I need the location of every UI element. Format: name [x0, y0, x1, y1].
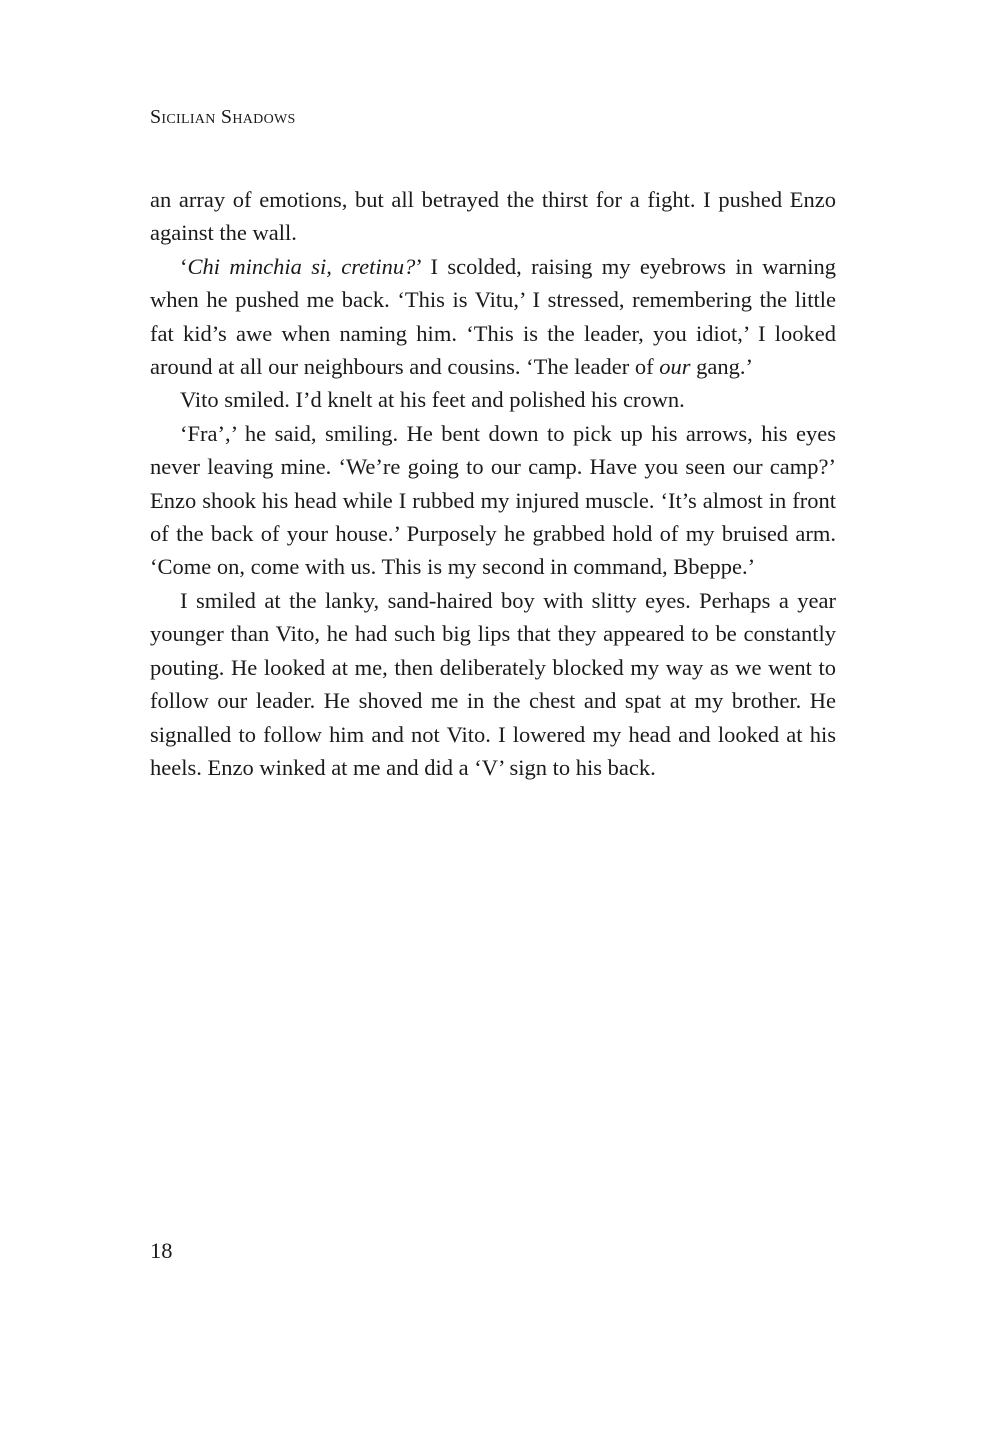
- paragraph: [150, 183, 836, 250]
- text-segment: ’ I scolded, raising my eyebrows in warning when he pushed me back. ‘This is Vitu,’ I stressed, remembering the little fat kid’s awe when naming him. ‘This is the leader, you idiot,’ I looked around at all our neighbours and cousins. ‘The leader of: [150, 253, 836, 380]
- text-segment: Vito smiled. I’d knelt at his feet and polished his crown.: [180, 387, 685, 413]
- text-segment: ‘: [180, 253, 188, 279]
- paragraph: [150, 584, 836, 784]
- running-head: Sicilian Shadows: [150, 106, 296, 128]
- text-segment: ‘Fra’,’ he said, smiling. He bent down to pick up his arrows, his eyes never leaving mine. ‘We’re going to our camp. Have you seen our camp?’ Enzo shook his head while I rubbed my injured muscle. ‘It’s almost in front of the back of your house.’ Purposely he grabbed hold of my bruised arm. ‘Come on, come with us. This is my second in command, Bbeppe.’: [150, 420, 836, 580]
- text-segment: I smiled at the lanky, sand-haired boy with slitty eyes. Perhaps a year younger than Vito, he had such big lips that they appeared to be constantly pouting. He looked at me, then deliberately blocked my way as we went to follow our leader. He shoved me in the chest and spat at my brother. He signalled to follow him and not Vito. I lowered my head and looked at his heels. Enzo winked at me and did a ‘V’ sign to his back.: [150, 587, 836, 780]
- book-page: [150, 0, 836, 1434]
- body-text: [150, 183, 836, 784]
- paragraph: [150, 250, 836, 384]
- text-segment: gang.’: [690, 354, 753, 380]
- page-number: 18: [150, 1238, 173, 1263]
- italic-text-segment: Chi minchia si, cretinu?: [187, 253, 416, 279]
- paragraph: [150, 417, 836, 584]
- paragraph: [150, 383, 836, 416]
- italic-text-segment: our: [659, 354, 691, 380]
- text-segment: an array of emotions, but all betrayed the thirst for a fight. I pushed Enzo against the wall.: [150, 187, 836, 246]
